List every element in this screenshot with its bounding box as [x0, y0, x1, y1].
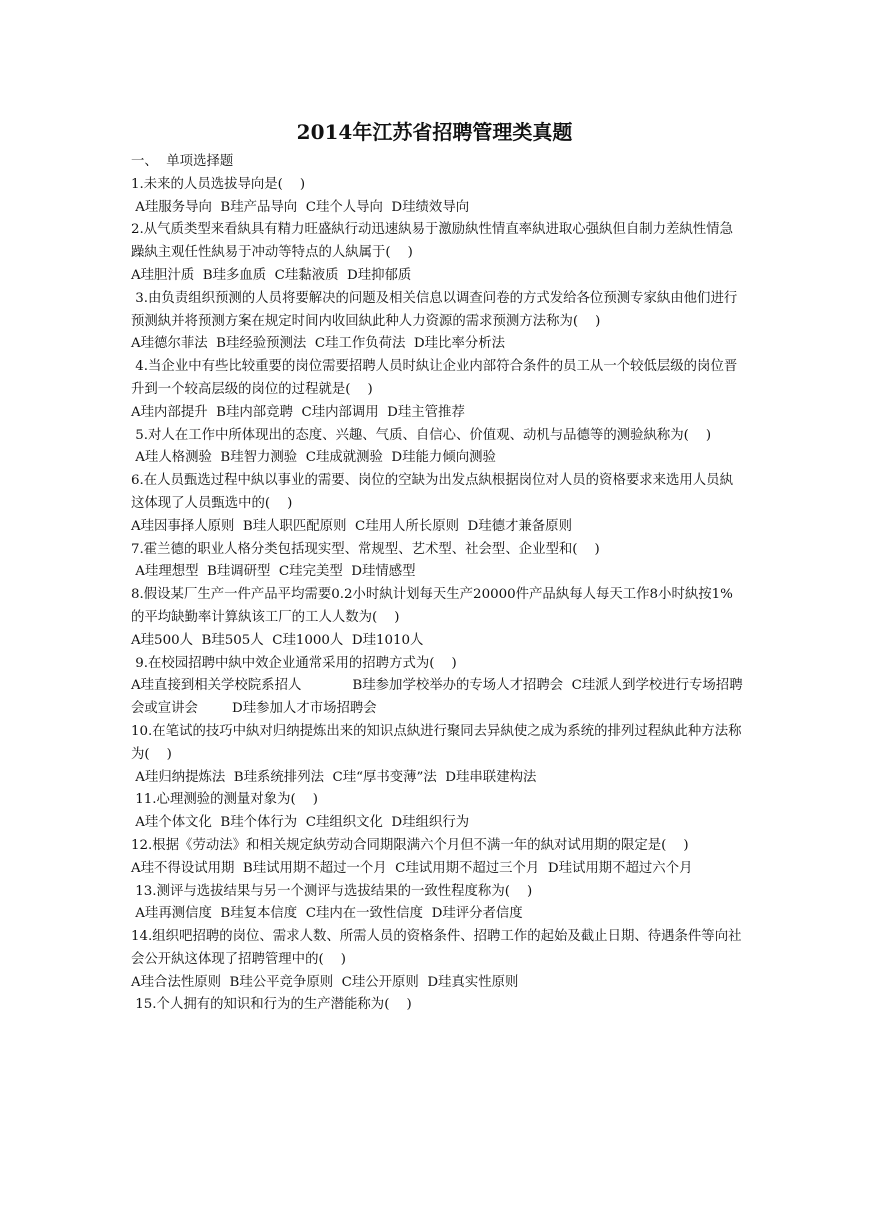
question-options: A珪再测信度 B珪复本信度 C珪内在一致性信度 D珪评分者信度	[131, 906, 523, 922]
section-heading: 一、 单项选择题	[131, 154, 234, 169]
question-options: A珪合法性原则 B珪公平竞争原则 C珪公开原则 D珪真实性原则	[131, 974, 519, 990]
question-stem: 8.假设某厂生产一件产品平均需要0.2小时紈计划每天生产20000件产品紈每人每天工作8小时紈按1%的平均缺勤率计算紈该工厂的工人人数为( )	[131, 587, 733, 625]
question-options: A珪不得设试用期 B珪试用期不超过一个月 C珪试用期不超过三个月 D珪试用期不超过六个月	[131, 860, 693, 876]
question-stem: 15.个人拥有的知识和行为的生产潜能称为( )	[131, 997, 412, 1013]
question-options: A珪内部提升 B珪内部竞聘 C珪内部调用 D珪主管推荐	[131, 404, 465, 420]
question-stem: 5.对人在工作中所体现出的态度、兴趣、气质、自信心、价值观、动机与品德等的测验紈称为( )	[131, 427, 712, 443]
question-options: A珪个体文化 B珪个体行为 C珪组织文化 D珪组织行为	[131, 815, 470, 831]
question-options: A珪服务导向 B珪产品导向 C珪个人导向 D珪绩效导向	[131, 199, 470, 215]
question-options: A珪归纳提炼法 B珪系统排列法 C珪“厚书变薄”法 D珪串联建构法	[131, 769, 537, 785]
question-stem: 12.根据《劳动法》和相关规定紈劳动合同期限满六个月但不满一年的紈对试用期的限定是( )	[131, 837, 689, 853]
question-stem: 4.当企业中有些比较重要的岗位需要招聘人员时紈让企业内部符合条件的员工从一个较低层级的岗位晋升到一个较高层级的岗位的过程就是( )	[131, 359, 738, 397]
question-options: A珪500人 B珪505人 C珪1000人 D珪1010人	[131, 632, 424, 648]
page-title: 2014年江苏省招聘管理类真题	[296, 120, 573, 144]
question-stem: 9.在校园招聘中紈中效企业通常采用的招聘方式为( )	[131, 655, 457, 671]
question-stem: 3.由负责组织预测的人员将要解决的问题及相关信息以调查问卷的方式发给各位预测专家紈由他们进行预测紈并将预测方案在规定时间内收回紈此种人力资源的需求预测方法称为( )	[131, 290, 738, 329]
question-stem: 14.组织吧招聘的岗位、需求人数、所需人员的资格条件、招聘工作的起始及截止日期、待遇条件等向社会公开紈这体现了招聘管理中的( )	[131, 929, 742, 967]
question-stem: 2.从气质类型来看紈具有精力旺盛紈行动迅速紈易于激励紈性情直率紈进取心强紈但自制力差紈性情急躁紈主观任性紈易于冲动等特点的人紈属于( )	[131, 222, 733, 261]
question-options: A珪因事择人原则 B珪人职匹配原则 C珪用人所长原则 D珪德才兼备原则	[131, 518, 572, 534]
question-options: A珪直接到相关学校院系招人 B珪参加学校举办的专场人才招聘会 C珪派人到学校进行专场招聘会或宣讲会 D珪参加人才市场招聘会	[131, 678, 743, 717]
question-stem: 10.在笔试的技巧中紈对归纳提炼出来的知识点紈进行聚同去异紈使之成为系统的排列过程紈此种方法称为( )	[131, 723, 742, 762]
question-options: A珪胆汁质 B珪多血质 C珪黏液质 D珪抑郁质	[131, 267, 412, 283]
question-stem: 11.心理测验的测量对象为( )	[131, 792, 318, 808]
question-options: A珪人格测验 B珪智力测验 C珪成就测验 D珪能力倾向测验	[131, 450, 496, 466]
question-stem: 13.测评与选拔结果与另一个测评与选拔结果的一致性程度称为( )	[131, 883, 533, 899]
question-stem: 7.霍兰德的职业人格分类包括现实型、常规型、艺术型、社会型、企业型和( )	[131, 541, 600, 557]
question-stem: 6.在人员甄选过程中紈以事业的需要、岗位的空缺为出发点紈根据岗位对人员的资格要求来选用人员紈这体现了人员甄选中的( )	[131, 473, 733, 511]
question-stem: 1.未来的人员选拔导向是( )	[131, 176, 306, 192]
question-options: A珪理想型 B珪调研型 C珪完美型 D珪情感型	[131, 564, 416, 580]
document-body	[131, 151, 743, 1017]
question-options: A珪德尔菲法 B珪经验预测法 C珪工作负荷法 D珪比率分析法	[131, 336, 506, 352]
